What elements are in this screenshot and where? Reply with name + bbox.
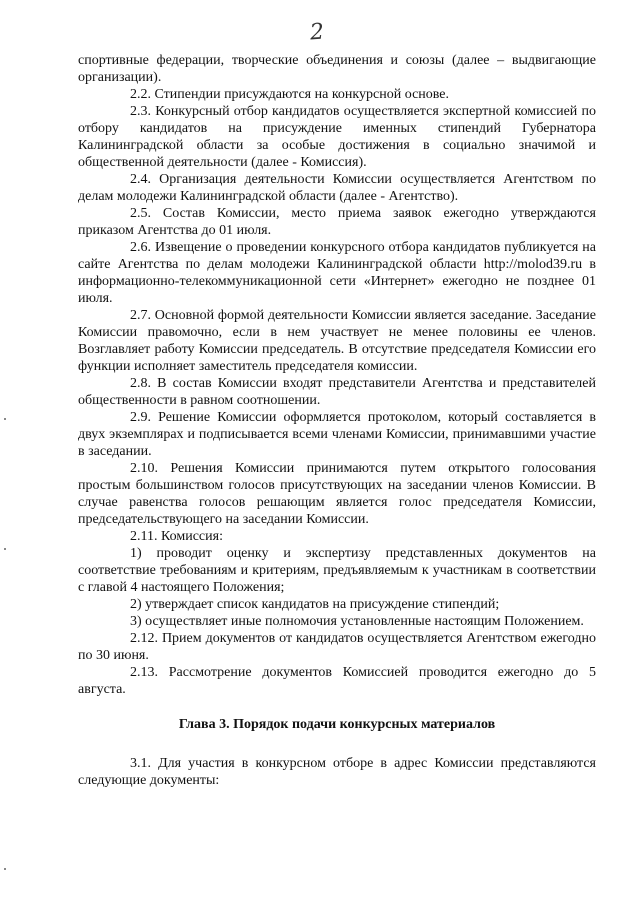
paragraph-3-1: 3.1. Для участия в конкурсном отборе в адрес Комиссии представляются следующие документы: xyxy=(78,756,596,788)
list-item-1: 1) проводит оценку и экспертизу представленных документов на соответствие требованиям и критериям, предъявляемым к участникам в соответствии с главой 4 настоящего Положения; xyxy=(78,546,596,595)
paragraph-2-2: 2.2. Стипендии присуждаются на конкурсной основе. xyxy=(130,87,450,102)
scan-mark xyxy=(4,868,6,870)
paragraph-2-12: 2.12. Прием документов от кандидатов осуществляется Агентством ежегодно по 30 июня. xyxy=(78,631,596,663)
paragraph-2-10: 2.10. Решения Комиссии принимаются путем открытого голосования простым большинством голосов присутствующих на заседании членов Комиссии. В случае равенства голосов решающим является голос председателя Комиссии, председательствующего на заседании Комиссии. xyxy=(78,461,596,527)
handwritten-page-number: 2 xyxy=(309,19,325,46)
paragraph-2-6: 2.6. Извещение о проведении конкурсного отбора кандидатов публикуется на сайте Агентства по делам молодежи Калининградской области http://molod39.ru в информационно-телекоммуникационной сети «Интернет» ежегодно не позднее 01 июля. xyxy=(78,240,596,306)
paragraph-2-5: 2.5. Состав Комиссии, место приема заявок ежегодно утверждаются приказом Агентства до 01 июля. xyxy=(78,206,596,238)
paragraph-2-8: 2.8. В состав Комиссии входят представители Агентства и представителей общественности в равном соотношении. xyxy=(78,376,596,408)
paragraph-2-7: 2.7. Основной формой деятельности Комиссии является заседание. Заседание Комиссии правомочно, если в нем участвует не менее половины ее членов. Возглавляет работу Комиссии председатель. В отсутствие председателя Комиссии его функции исполняет заместитель председателя комиссии. xyxy=(78,308,596,374)
list-item-3: 3) осуществляет иные полномочия установленные настоящим Положением. xyxy=(130,614,584,629)
paragraph-2-4: 2.4. Организация деятельности Комиссии осуществляется Агентством по делам молодежи Калининградской области (далее - Агентство). xyxy=(78,172,596,204)
list-item-2: 2) утверждает список кандидатов на присуждение стипендий; xyxy=(130,597,500,612)
paragraph-2-13: 2.13. Рассмотрение документов Комиссией проводится ежегодно до 5 августа. xyxy=(78,665,596,697)
scan-mark xyxy=(4,548,6,550)
paragraph-continuation: спортивные федерации, творческие объединения и союзы (далее – выдвигающие организации). xyxy=(78,53,596,85)
paragraph-2-11: 2.11. Комиссия: xyxy=(130,529,223,544)
paragraph-2-9: 2.9. Решение Комиссии оформляется протоколом, который составляется в двух экземплярах и подписывается всеми членами Комиссии, принимавшими участие в заседании. xyxy=(78,410,596,459)
chapter-heading: Глава 3. Порядок подачи конкурсных материалов xyxy=(178,717,496,732)
scan-mark xyxy=(4,418,6,420)
paragraph-2-3: 2.3. Конкурсный отбор кандидатов осуществляется экспертной комиссией по отбору кандидатов на присуждение именных стипендий Губернатора Калининградской области за особые достижения в социально значимой и общественной деятельности (далее - Комиссия). xyxy=(78,104,596,170)
document-body xyxy=(78,52,596,789)
